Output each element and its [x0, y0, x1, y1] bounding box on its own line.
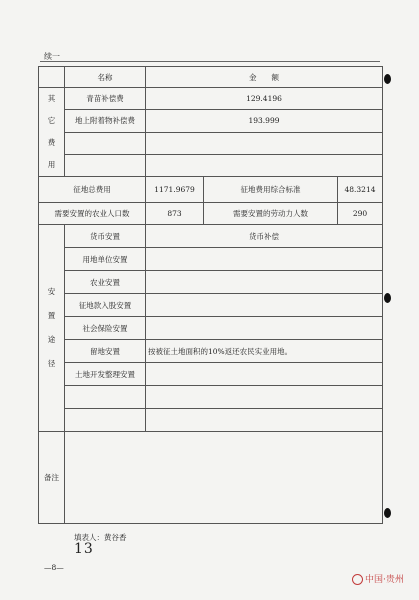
table-row [39, 294, 383, 317]
other-fee-label: 其它费用 [39, 88, 65, 177]
resettle-value-cell: 按被征土地面积的10%返还农民实业用地。 [146, 340, 383, 363]
fee-amount-cell: 193.999 [146, 110, 383, 132]
resettle-name-cell: 用地单位安置 [65, 248, 146, 271]
top-rule [40, 61, 380, 62]
table-row [39, 110, 383, 132]
resettle-name-cell [65, 386, 146, 409]
farm-pop-value: 873 [146, 203, 204, 225]
resettle-name-cell: 社会保险安置 [65, 317, 146, 340]
table-row [39, 386, 383, 409]
resettle-value-cell: 货币补偿 [146, 225, 383, 248]
remarks-row [39, 432, 383, 524]
fee-name-cell [65, 132, 146, 154]
table-row [39, 317, 383, 340]
total-value: 1171.9679 [146, 177, 204, 203]
column-header-name: 名称 [65, 67, 146, 88]
resettle-value-cell [146, 317, 383, 340]
resettle-name-cell: 货币安置 [65, 225, 146, 248]
filler-label: 填表人： [74, 533, 104, 542]
fee-amount-cell: 129.4196 [146, 88, 383, 110]
resettle-name-cell: 农业安置 [65, 271, 146, 294]
fee-name-cell: 地上附着物补偿费 [65, 110, 146, 132]
resettle-value-cell [146, 409, 383, 432]
resettle-value-cell [146, 294, 383, 317]
table-row [39, 409, 383, 432]
land-acquisition-table [38, 66, 383, 524]
watermark-logo-icon [352, 574, 363, 585]
table-row [39, 132, 383, 154]
binding-hole-icon [384, 293, 391, 303]
signature-mark: 13 [74, 541, 94, 557]
resettle-name-cell [65, 409, 146, 432]
fee-amount-cell [146, 154, 383, 176]
labor-value: 290 [338, 203, 383, 225]
watermark [352, 572, 404, 585]
total-label: 征地总费用 [39, 177, 146, 203]
table-row [39, 271, 383, 294]
total-row [39, 177, 383, 203]
column-header-amount: 金 额 [146, 67, 383, 88]
resettle-value-cell [146, 386, 383, 409]
resettle-value-cell [146, 271, 383, 294]
header-row [39, 67, 383, 88]
watermark-text: 中国·贵州 [365, 575, 404, 585]
standard-label: 征地费用综合标准 [204, 177, 338, 203]
table-row [39, 340, 383, 363]
remarks-content [65, 432, 383, 524]
binding-hole-icon [384, 508, 391, 518]
continued-label: 续一 [44, 52, 60, 61]
page-number: —8— [44, 563, 64, 572]
table-row [39, 248, 383, 271]
standard-value: 48.3214 [338, 177, 383, 203]
resettle-value-cell [146, 363, 383, 386]
filler-name: 黄谷香 [104, 533, 127, 542]
fee-name-cell: 青苗补偿费 [65, 88, 146, 110]
resettle-value-cell [146, 248, 383, 271]
binding-hole-icon [384, 74, 391, 84]
table-row [39, 363, 383, 386]
filler-block [74, 532, 127, 557]
table-row [39, 88, 383, 110]
table-row [39, 225, 383, 248]
resettle-label: 安置途径 [39, 225, 65, 432]
corner-cell [39, 67, 65, 88]
population-row [39, 203, 383, 225]
remarks-label: 备注 [39, 432, 65, 524]
labor-label: 需要安置的劳动力人数 [204, 203, 338, 225]
table-row [39, 154, 383, 176]
farm-pop-label: 需要安置的农业人口数 [39, 203, 146, 225]
fee-name-cell [65, 154, 146, 176]
resettle-name-cell: 土地开发整理安置 [65, 363, 146, 386]
resettle-name-cell: 留地安置 [65, 340, 146, 363]
resettle-name-cell: 征地款入股安置 [65, 294, 146, 317]
fee-amount-cell [146, 132, 383, 154]
